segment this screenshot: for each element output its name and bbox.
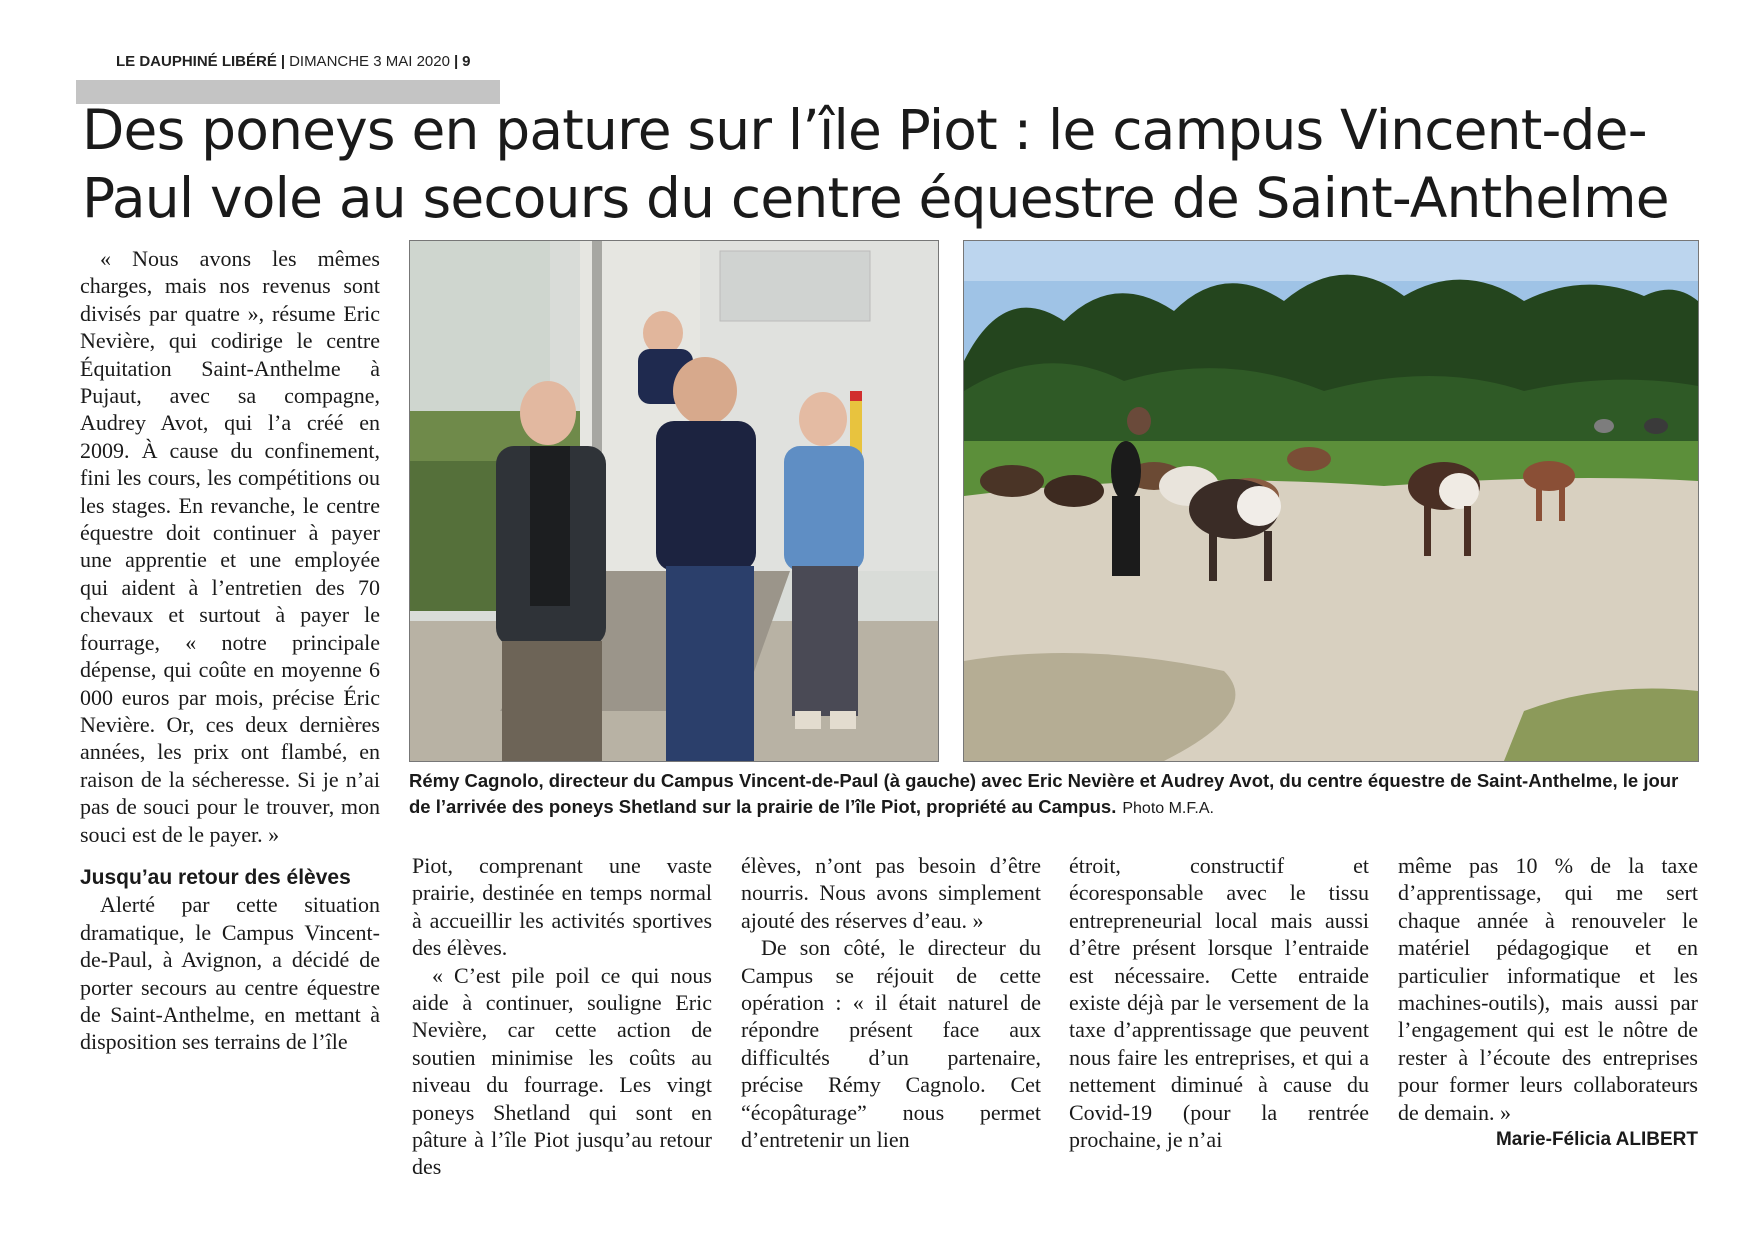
article-subhead: Jusqu’au retour des élèves — [80, 865, 351, 889]
photo-credit: Photo M.F.A. — [1122, 800, 1214, 817]
page-number: 9 — [462, 53, 471, 70]
paragraph: étroit, constructif et écoresponsable avec le tissu entrepreneurial local mais aussi d’être présent lorsque l’entraide est nécessaire. Cette entraide existe déjà par le versement de la taxe d’apprentissage que peuvent nous faire les entreprises, et qui a nettement diminué à cause du Covid-19 (pour la rentrée prochaine, je n’ai — [1069, 853, 1369, 1153]
caption-text: Rémy Cagnolo, directeur du Campus Vincent-de-Paul (à gauche) avec Eric Nevière et Audrey Avot, du centre équestre de Saint-Anthelme, le jour de l’arrivée des poneys Shetland sur la prairie de l’île Piot, propriété au Campus. — [409, 770, 1679, 817]
author-signature: Marie-Félicia ALIBERT — [1495, 1129, 1698, 1151]
article-column-1 — [80, 245, 380, 1056]
paragraph: « Nous avons les mêmes charges, mais nos revenus sont divisés par quatre », résume Eric Nevière, qui codirige le centre Équitation Saint-Anthelme à Pujaut, avec sa compagne, Audrey Avot, qui l’a créé en 2009. À cause du confinement, fini les cours, les compétitions ou les stages. En revanche, le centre équestre doit continuer à payer une apprentie et une employée qui aident à l’entretien des 70 chevaux et surtout à payer le fourrage, « notre principale dépense, qui coûte en moyenne 6 000 euros par mois, précise Éric Nevière. Or, ces deux dernières années, les prix ont flambé, en raison de la sécheresse. Si je n’ai pas de souci pour le trouver, mon souci est de le payer. » — [80, 246, 380, 847]
paragraph: Alerté par cette situation dramatique, le Campus Vincent-de-Paul, à Avignon, a décidé de porter secours au centre équestre de Saint-Anthelme, en mettant à disposition ses terrains de l’île — [80, 892, 380, 1055]
photo-people-trailer — [409, 240, 939, 762]
paragraph: « C’est pile poil ce qui nous aide à continuer, souligne Eric Nevière, car cette action de soutien minimise les coûts au niveau du fourrage. Les vingt poneys Shetland qui sont en pâture à l’île Piot jusqu’au retour des — [412, 962, 712, 1180]
article-column-5 — [1398, 852, 1698, 1153]
article-column-3 — [741, 852, 1041, 1153]
photo-ponies-meadow — [963, 240, 1699, 762]
photo-ponies-meadow-illustration — [964, 241, 1698, 761]
article-column-2 — [412, 852, 712, 1181]
paragraph: Piot, comprenant une vaste prairie, destinée en temps normal à accueillir les activités sportives des élèves. — [412, 853, 712, 961]
article-column-4 — [1069, 852, 1369, 1153]
masthead — [116, 53, 471, 70]
newspaper-name: LE DAUPHINÉ LIBÉRÉ — [116, 53, 277, 70]
paragraph: De son côté, le directeur du Campus se réjouit de cette opération : « il était naturel de répondre présent face aux difficultés d’un partenaire, précise Rémy Cagnolo. Cet “écopâturage” nous permet d’entretenir un lien — [741, 935, 1041, 1153]
issue-date: DIMANCHE 3 MAI 2020 — [289, 53, 450, 70]
photo-people-trailer-illustration — [410, 241, 938, 761]
masthead-divider: | — [453, 53, 459, 70]
photo-caption — [409, 768, 1699, 822]
paragraph: élèves, n’ont pas besoin d’être nourris. Nous avons simplement ajouté des réserves d’eau. » — [741, 853, 1041, 933]
paragraph: même pas 10 % de la taxe d’apprentissage, qui me sert chaque année à renouveler le matériel pédagogique et en particulier informatique et les machines-outils), mais aussi par l’engagement qui est le nôtre de rester à l’écoute des entreprises pour former leurs collaborateurs de demain. » — [1398, 853, 1698, 1125]
article-headline: Des poneys en pature sur l’île Piot : le campus Vincent-de-Paul vole au secours du centre équestre de Saint-Anthelme — [82, 98, 1669, 230]
masthead-divider: | — [280, 53, 286, 70]
